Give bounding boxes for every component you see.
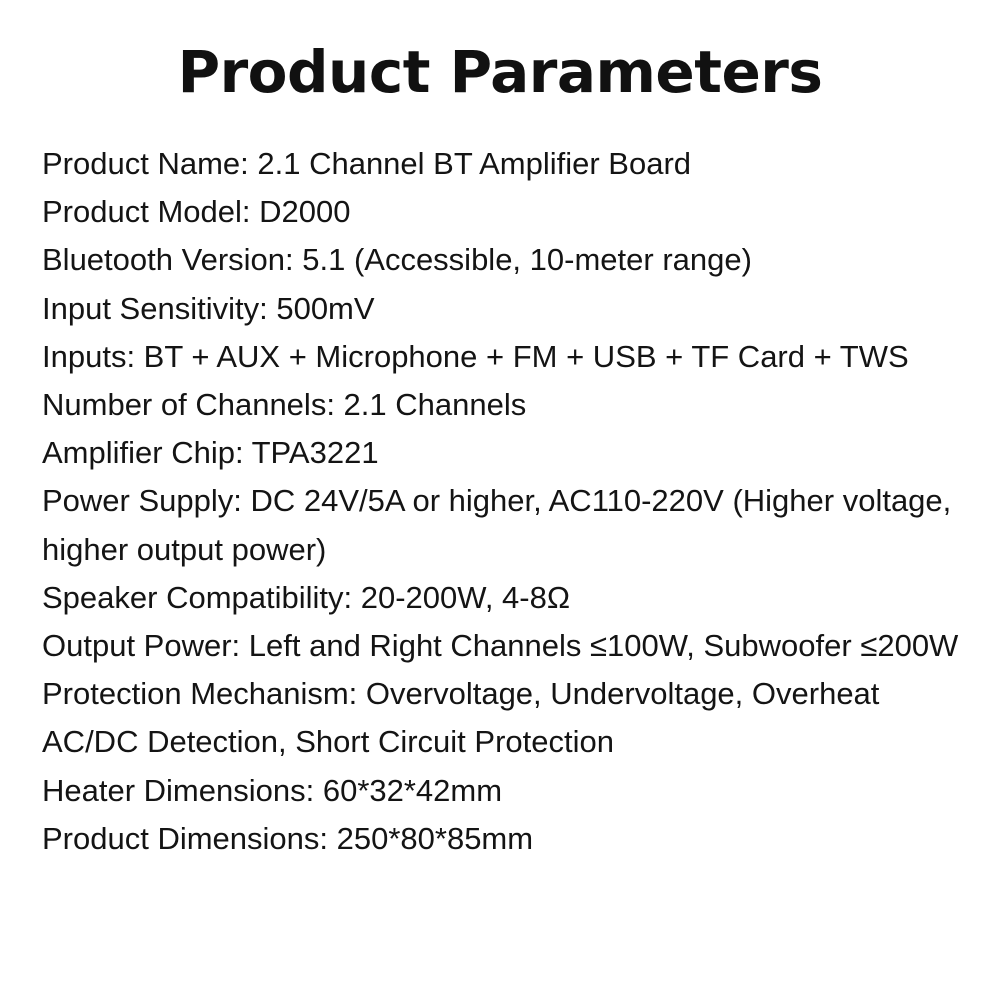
parameter-number-of-channels: Number of Channels: 2.1 Channels [42,387,527,423]
parameter-product-name: Product Name: 2.1 Channel BT Amplifier Board [42,146,692,181]
page-title: Product Parameters [177,38,823,106]
parameter-input-sensitivity: Input Sensitivity: 500mV [42,290,375,326]
parameter-inputs: Inputs: BT + AUX + Microphone + FM + USB + TF Card + TWS [42,338,909,374]
parameter-product-model: Product Model: D2000 [42,194,351,230]
parameter-output-power: Output Power: Left and Right Channels ≤100W, Subwoofer ≤200W [42,628,959,664]
parameter-product-dimensions: Product Dimensions: 250*80*85mm [42,820,534,856]
parameter-heater-dimensions: Heater Dimensions: 60*32*42mm [42,772,503,808]
parameter-list [42,140,967,863]
parameter-amplifier-chip: Amplifier Chip: TPA3221 [42,435,379,471]
parameter-power-supply: Power Supply: DC 24V/5A or higher, AC110-220V (Higher voltage, higher output power) [42,483,952,567]
parameter-bluetooth-version: Bluetooth Version: 5.1 (Accessible, 10-meter range) [42,242,752,278]
parameter-protection-mechanism: Protection Mechanism: Overvoltage, Undervoltage, Overheat AC/DC Detection, Short Circuit Protection [42,676,880,760]
parameter-speaker-compatibility: Speaker Compatibility: 20-200W, 4-8Ω [42,579,571,615]
